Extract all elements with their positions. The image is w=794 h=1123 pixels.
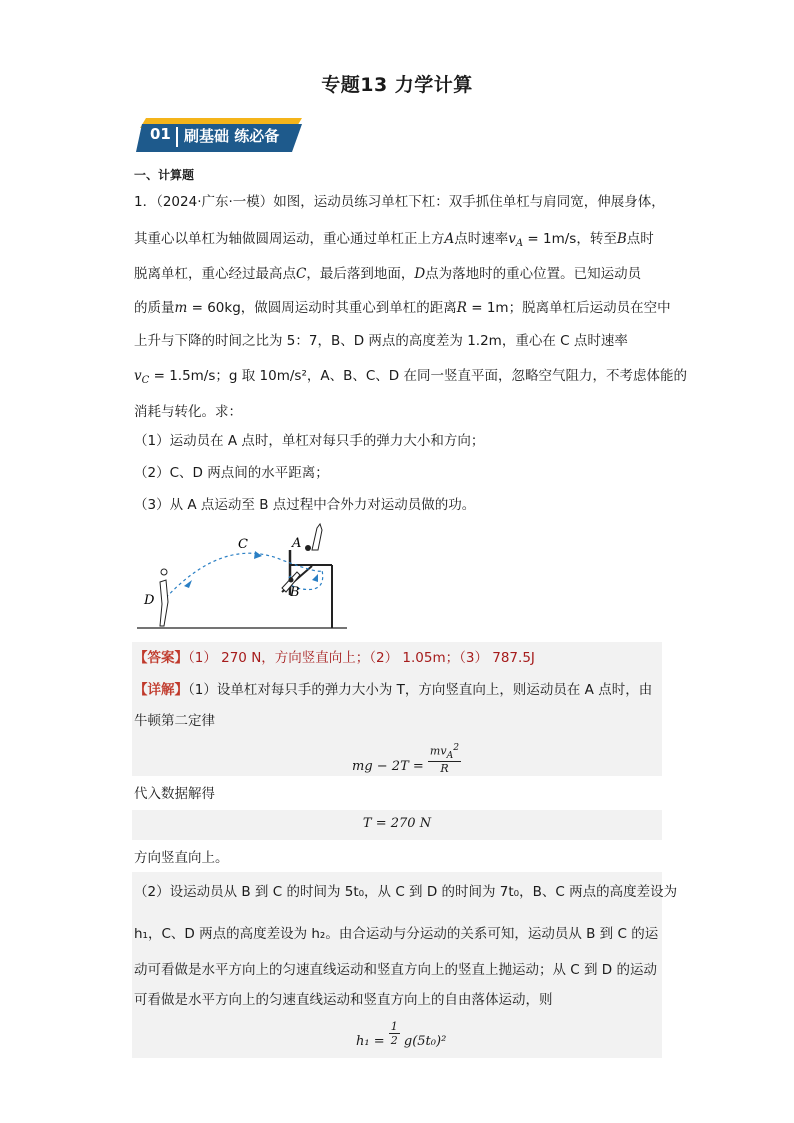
question-2: （2）C、D 两点间的水平距离； bbox=[134, 465, 329, 481]
physics-figure bbox=[132, 520, 362, 638]
traj-arrow-1 bbox=[184, 580, 192, 588]
point-B bbox=[289, 578, 294, 583]
question-1: （1）运动员在 A 点时，单杠对每只手的弹力大小和方向； bbox=[134, 433, 485, 449]
label-B: B bbox=[290, 585, 300, 600]
direction-text: 方向竖直向上。 bbox=[134, 850, 229, 866]
problem-line-6: $v_C = 1.5m/s$；g 取 10m/s²，A、B、C、D 在同一竖直平面，忽略空气阻力，不考虑体能的 bbox=[134, 368, 687, 386]
problem-line-5: 上升与下降的时间之比为 5：7，B、D 两点的高度差为 1.2m，重心在 C 点时速率 bbox=[134, 333, 628, 349]
section-heading: 一、计算题 bbox=[134, 168, 195, 182]
equation-2: T = 270 N bbox=[362, 816, 432, 831]
part2-line-4: 可看做是水平方向上的匀速直线运动和竖直方向上的自由落体运动，则 bbox=[134, 992, 553, 1008]
point-A bbox=[305, 545, 311, 551]
detail-line-2: 牛顿第二定律 bbox=[134, 713, 215, 729]
problem-line-2: 其重心以单杠为轴做圆周运动，重心通过单杠正上方A点时速率$v_A = 1m/s$，转至B点时 bbox=[134, 231, 654, 249]
banner-label: 刷基础 练必备 bbox=[184, 127, 280, 145]
problem-line-4: 的质量m = 60kg，做圆周运动时其重心到单杠的距离R = 1m；脱离单杠后运动员在空中 bbox=[134, 300, 671, 316]
label-D: D bbox=[144, 593, 155, 608]
problem-line-7: 消耗与转化。求： bbox=[134, 404, 242, 420]
equation-1: mg − 2T = $mv_A^2$ R bbox=[352, 742, 460, 775]
gymnast-top bbox=[312, 524, 322, 550]
section-banner bbox=[136, 118, 302, 152]
detail-line-1: 【详解】（1）设单杠对每只手的弹力大小为 T，方向竖直向上，则运动员在 A 点时，由 bbox=[134, 682, 653, 698]
part2-line-1: （2）设运动员从 B 到 C 的时间为 5t₀，从 C 到 D 的时间为 7t₀，B、C 两点的高度差设为 bbox=[134, 884, 678, 900]
banner-number: 01 bbox=[150, 125, 171, 143]
gymnast-D bbox=[160, 580, 168, 626]
label-A: A bbox=[292, 536, 302, 551]
part2-line-3: 动可看做是水平方向上的匀速直线运动和竖直方向上的竖直上抛运动；从 C 到 D 的运动 bbox=[134, 962, 657, 978]
gymnast-D-head bbox=[161, 569, 167, 575]
question-3: （3）从 A 点运动至 B 点过程中合外力对运动员做的功。 bbox=[134, 497, 476, 513]
part2-line-2: h₁，C、D 两点的高度差设为 h₂。由合运动与分运动的关系可知，运动员从 B 到 C 的运 bbox=[134, 926, 659, 942]
page-title: 专题13 力学计算 bbox=[321, 74, 473, 96]
problem-line-3: 脱离单杠，重心经过最高点C，最后落到地面，D点为落地时的重心位置。已知运动员 bbox=[134, 266, 642, 282]
label-C: C bbox=[238, 537, 248, 552]
answer-line: 【答案】（1） 270 N，方向竖直向上；（2） 1.05m；（3） 787.5J bbox=[134, 650, 535, 666]
equation-3: h₁ = $\frac{1}{2}$ g(5t₀)² bbox=[356, 1020, 447, 1049]
traj-arrow-3 bbox=[312, 574, 318, 582]
problem-line-1: 1．（2024·广东·一模）如图，运动员练习单杠下杠：双手抓住单杠与肩同宽，伸展身体， bbox=[134, 194, 665, 210]
traj-arrow-2 bbox=[254, 551, 262, 559]
substitute-text: 代入数据解得 bbox=[134, 786, 215, 802]
